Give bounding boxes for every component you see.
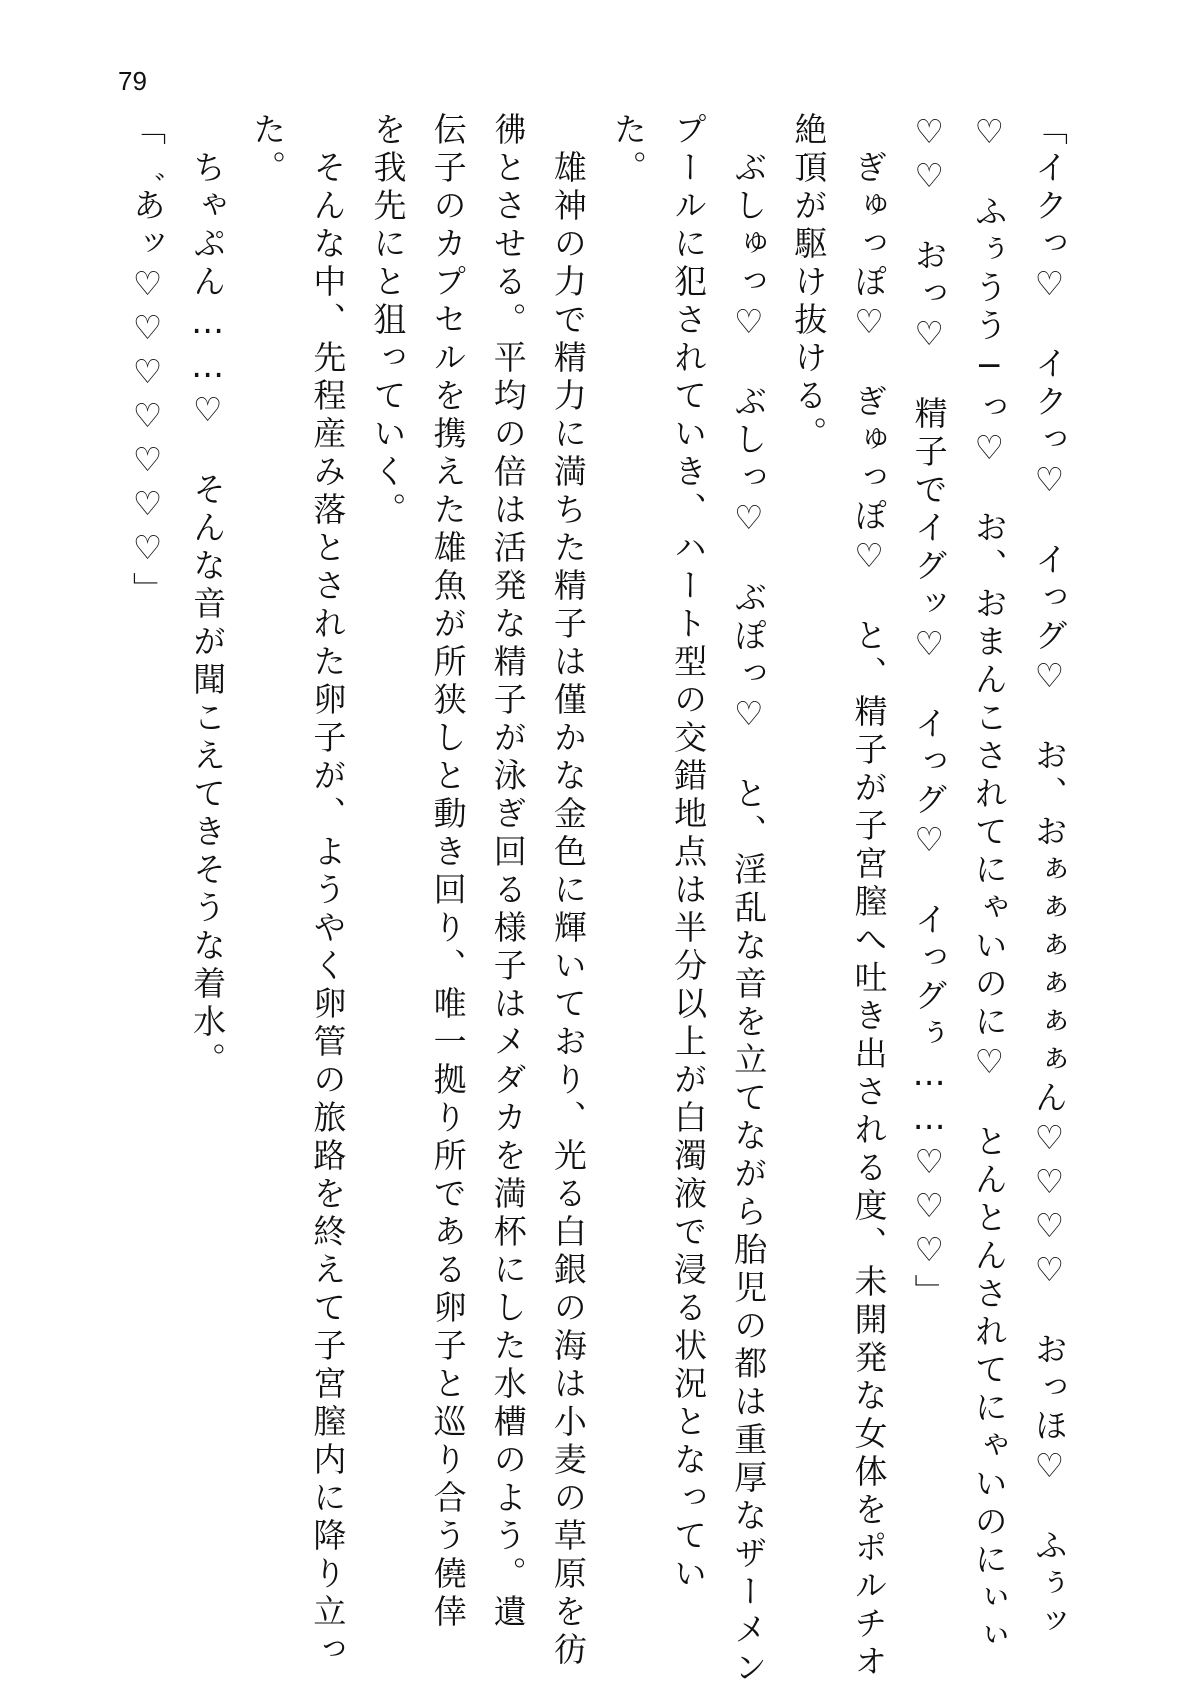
text-line: 「イクっ♡ イクっ♡ イっグ♡ お、おぁぁぁぁぁぁん♡♡♡♡ おっほ♡ ふぅッ — [1029, 112, 1069, 1642]
text-line: ちゃぷん……♡ そんな音が聞こえてきそうな着水。 — [188, 150, 228, 1080]
text-line: を我先にと狙っていく。 — [368, 112, 408, 530]
page-number: 79 — [118, 66, 147, 96]
text-line: そんな中、先程産み落とされた卵子が、ようやく卵管の旅路を終えて子宮膣内に降り立っ — [308, 150, 348, 1670]
text-line: 彿とさせる。平均の倍は活発な精子が泳ぎ回る様子はメダカを満杯にした水槽のよう。遺 — [488, 112, 528, 1632]
text-line: 伝子のカプセルを携えた雄魚が所狭しと動き回り、唯一拠り所である卵子と巡り合う僥倖 — [428, 112, 468, 1632]
text-line: ぎゅっぽ♡ ぎゅっぽ♡ と、精子が子宮膣へ吐き出される度、未開発な女体をポルチオ — [849, 150, 889, 1682]
text-line: 「゛あッ♡♡♡♡♡♡♡」 — [128, 112, 167, 610]
text-line: ♡♡ おっ♡ 精子でイグッ♡ イっグ♡ イっグぅ……♡♡♡」 — [909, 112, 949, 1312]
text-line: ♡ ふぅうう─っ♡ お、おまんこされてにゃいのに♡ とんとんされてにゃいのにぃぃ — [969, 112, 1009, 1656]
text-line: た。 — [609, 112, 648, 188]
text-line: 雄神の力で精力に満ちた精子は僅かな金色に輝いており、光る白銀の海は小麦の草原を彷 — [548, 150, 588, 1670]
vertical-text-body — [118, 112, 1078, 1688]
text-line: プールに犯されていき、ハート型の交錯地点は半分以上が白濁液で浸る状況となってい — [669, 112, 709, 1594]
text-line: 絶頂が駆け抜ける。 — [789, 112, 829, 454]
text-line: た。 — [248, 112, 288, 188]
text-line: ぶしゅっ♡ ぶしっ♡ ぶぽっ♡ と、淫乱な音を立てながら胎児の都は重厚なザーメン — [729, 150, 769, 1688]
